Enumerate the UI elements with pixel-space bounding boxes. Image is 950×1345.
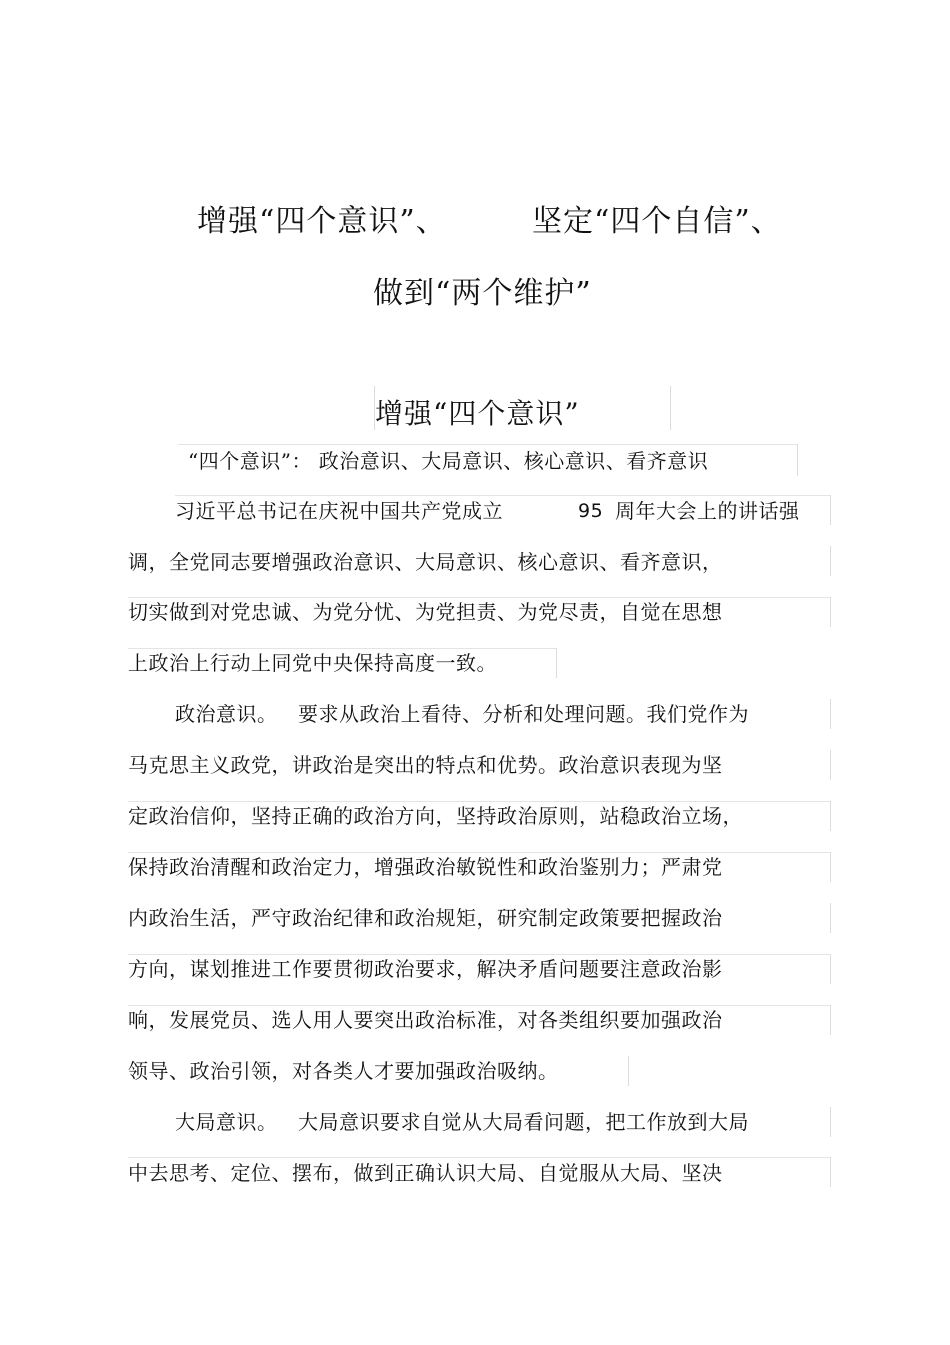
guide-line [670,386,671,430]
guide-line [628,1056,629,1086]
title-line1-part1: 增强“四个意识”、 [197,204,447,239]
p2-line7: 响，发展党员、选人用人要突出政治标准，对各类组织要加强政治 [128,1008,723,1032]
guide-line [830,903,831,933]
guide-line [556,648,557,678]
guide-line [830,1107,831,1137]
p1-line4: 上政治上行动上同党中央保持高度一致。 [128,651,497,675]
guide-line [830,801,831,831]
p1-line1-text: 习近平总书记在庆祝中国共产党成立 [175,499,503,523]
guide-line [830,852,831,882]
p1-line2: 调，全党同志要增强政治意识、大局意识、核心意识、看齐意识， [128,550,723,574]
guide-line [830,1157,831,1187]
guide-line [797,444,798,476]
p1-line3: 切实做到对党忠诚、为党分忧、为党担责、为党尽责，自觉在思想 [128,600,723,624]
p1-line1-number: 95 [578,500,604,522]
title-line1-part2: 坚定“四个自信”、 [532,204,782,239]
p2-line3: 定政治信仰，坚持正确的政治方向，坚持政治原则，站稳政治立场， [128,804,743,828]
p3-line2: 中去思考、定位、摆布，做到正确认识大局、自觉服从大局、坚决 [128,1161,723,1185]
p2-line5: 内政治生活，严守政治纪律和政治规矩，研究制定政策要把握政治 [128,906,723,930]
guide-line [830,597,831,627]
p2-line1-label: 政治意识。 [175,702,278,726]
guide-line [830,495,831,525]
definition-line: “四个意识”： 政治意识、大局意识、核心意识、看齐意识 [188,449,709,473]
guide-line [830,546,831,576]
guide-line [830,699,831,729]
guide-line [830,750,831,780]
p2-line8: 领导、政治引领，对各类人才要加强政治吸纳。 [128,1059,559,1083]
p3-line1-label: 大局意识。 [175,1110,278,1134]
p2-line1-text: 要求从政治上看待、分析和处理问题。我们党作为 [298,702,749,726]
guide-line [178,444,798,445]
p2-line4: 保持政治清醒和政治定力，增强政治敏锐性和政治鉴别力；严肃党 [128,855,723,879]
p2-line2: 马克思主义政党，讲政治是突出的特点和优势。政治意识表现为坚 [128,753,723,777]
guide-line [830,954,831,984]
p1-line1-text-b: 周年大会上的讲话强 [615,499,800,523]
guide-line [830,1005,831,1035]
section-heading: 增强“四个意识” [375,397,580,430]
title-line2: 做到“两个维护” [373,276,592,311]
p2-line6: 方向，谋划推进工作要贯彻政治要求，解决矛盾问题要注意政治影 [128,957,723,981]
p3-line1-text: 大局意识要求自觉从大局看问题，把工作放到大局 [298,1110,749,1134]
